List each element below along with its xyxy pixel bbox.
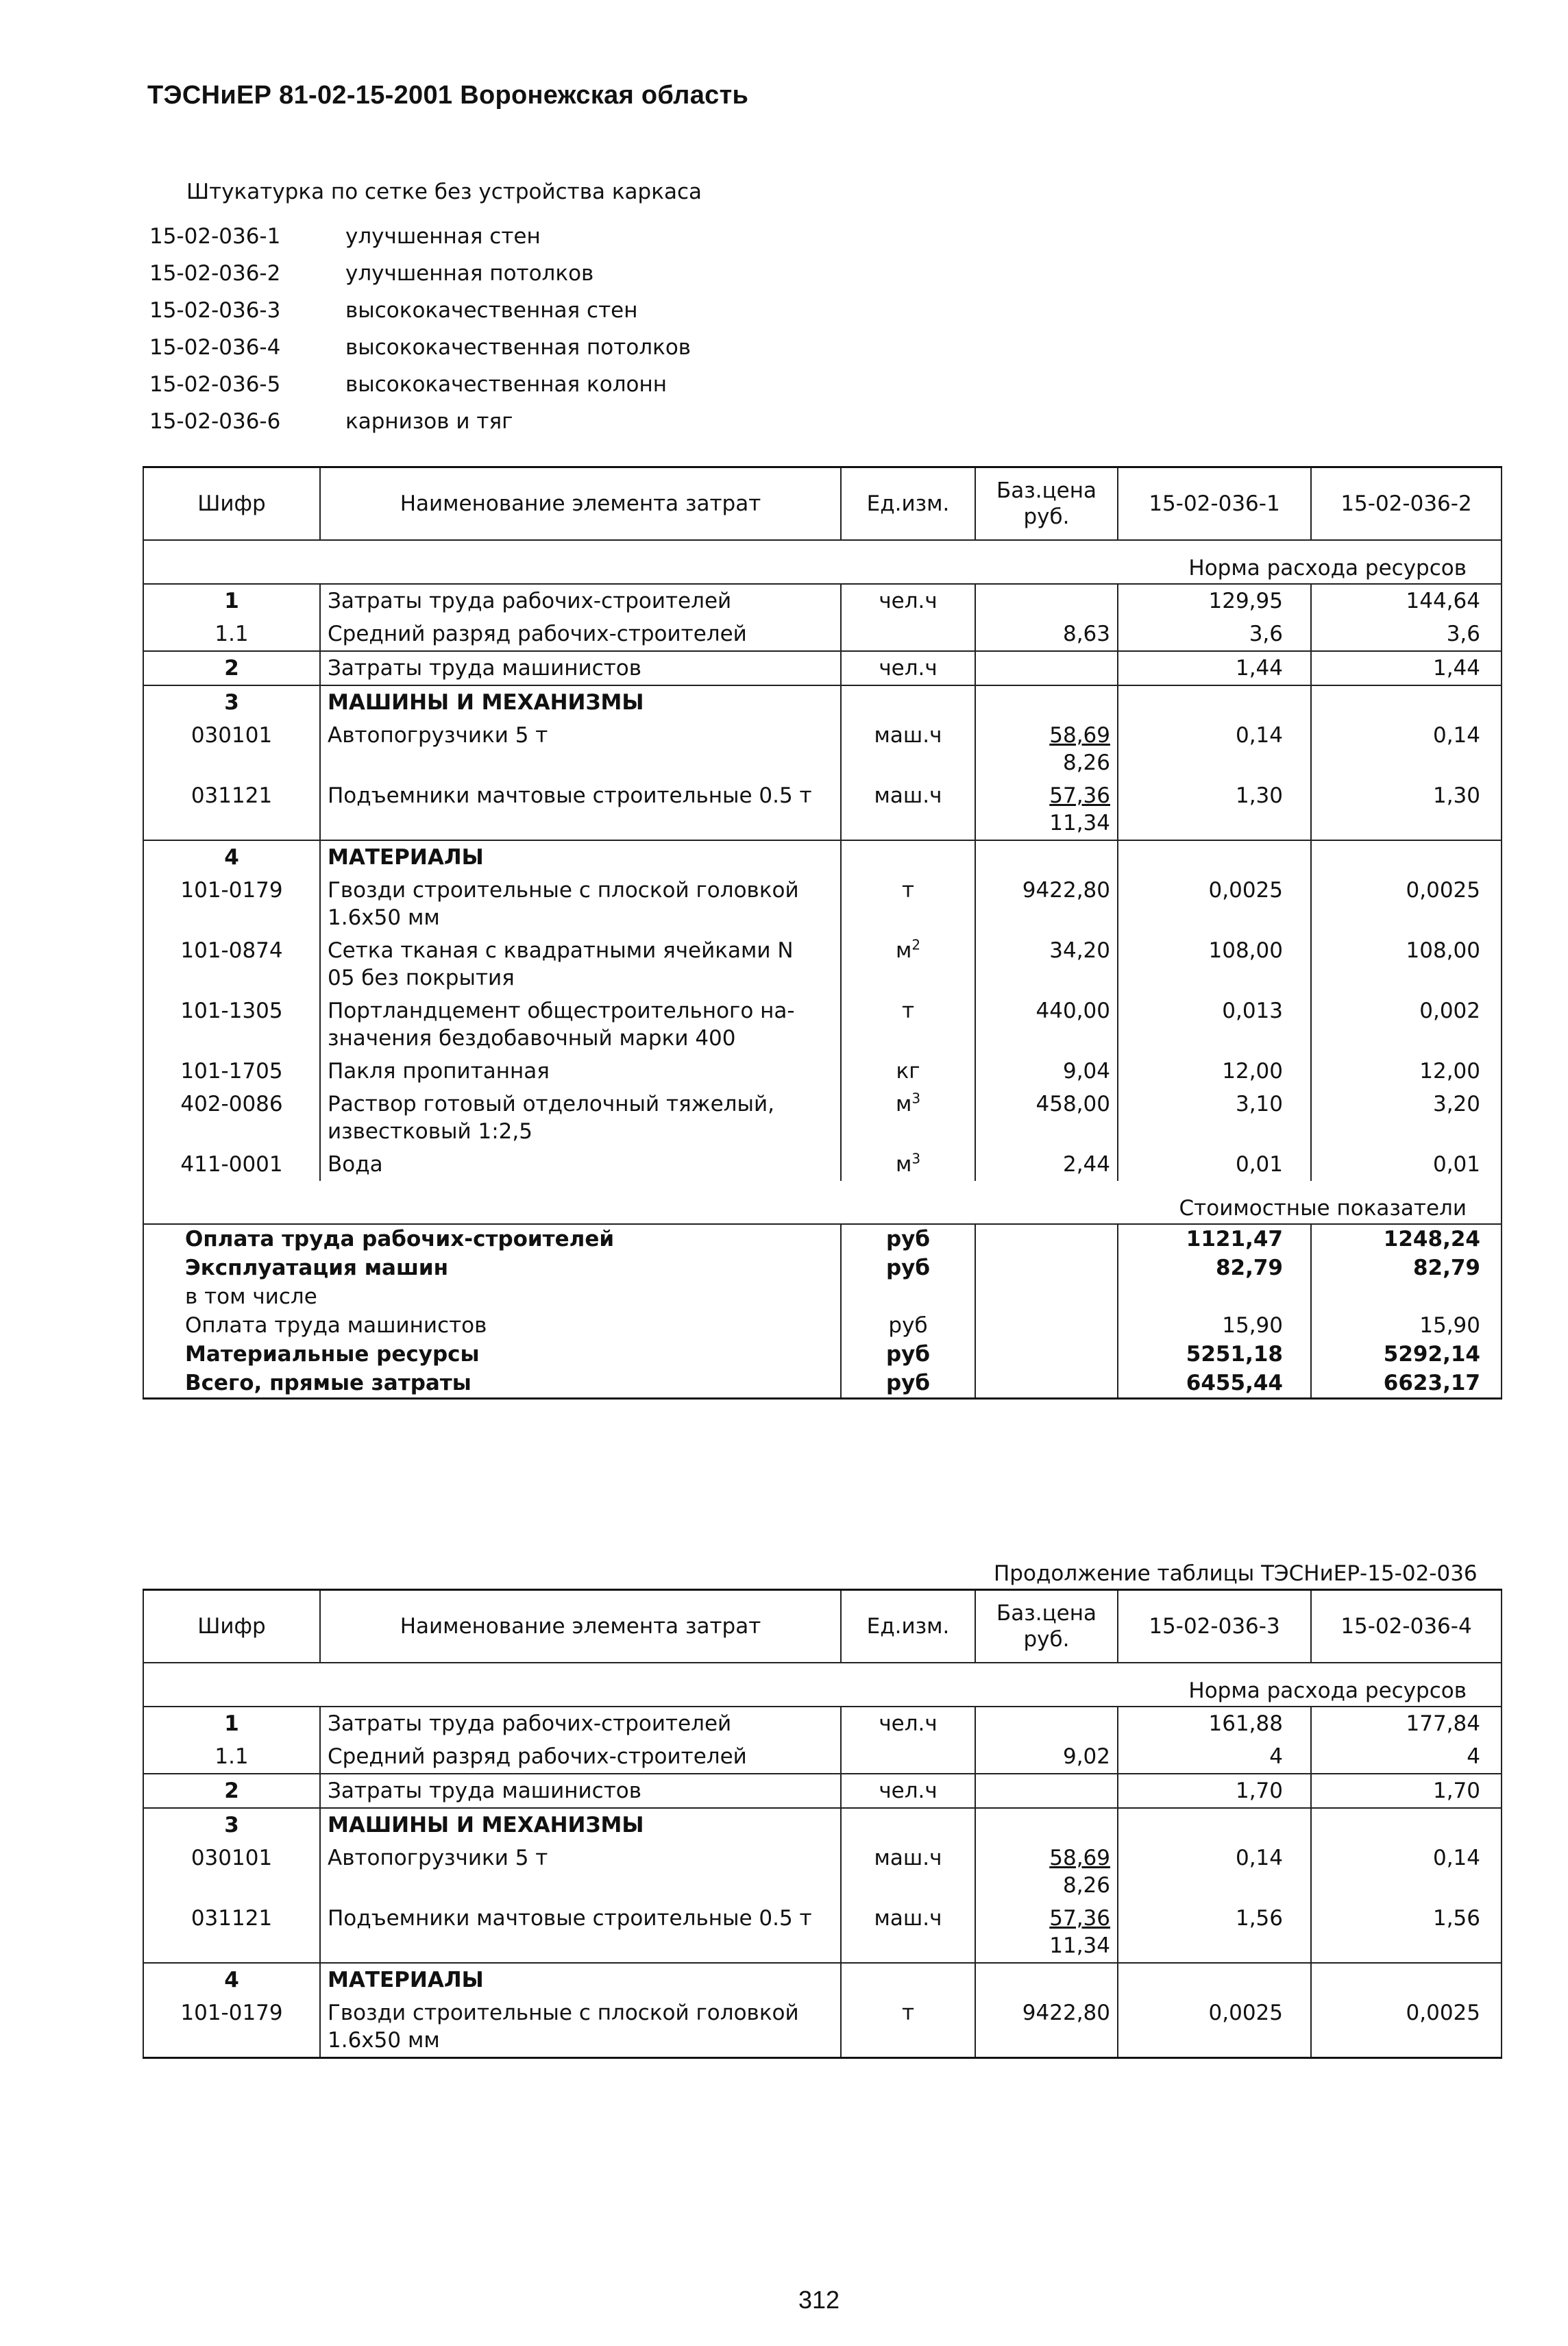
- cell-code: 101-0179: [143, 874, 320, 934]
- summary-value: 1248,24: [1311, 1224, 1502, 1254]
- list-name: высококачественная колонн: [345, 372, 667, 397]
- summary-unit: руб: [841, 1369, 975, 1399]
- norm-section-row: [143, 1663, 1502, 1707]
- table-row: [143, 1740, 1502, 1774]
- cell-name: Средний разряд рабочих-строителей: [320, 1740, 841, 1774]
- cell-code: 2: [143, 651, 320, 685]
- cell-name: Сетка тканая с квадратными ячейками N 05 без покрытия: [320, 934, 841, 994]
- summary-value: 15,90: [1118, 1311, 1311, 1340]
- cell-value: 0,14: [1118, 719, 1311, 779]
- cell-price: 9,04: [975, 1055, 1118, 1088]
- cell-name: Подъемники мачтовые строительные 0.5 т: [320, 779, 841, 840]
- cell-value: [1311, 1963, 1502, 1996]
- cell-price: 34,20: [975, 934, 1118, 994]
- summary-unit: руб: [841, 1224, 975, 1254]
- table-row: [143, 840, 1502, 874]
- cell-price: [975, 651, 1118, 685]
- table-row: [143, 1842, 1502, 1902]
- list-item: [149, 218, 691, 255]
- summary-value: 5292,14: [1311, 1340, 1502, 1369]
- table-header-row: [143, 1590, 1502, 1663]
- cell-unit: [841, 1963, 975, 1996]
- cell-unit: кг: [841, 1055, 975, 1088]
- cell-code: 031121: [143, 779, 320, 840]
- table-row: [143, 651, 1502, 685]
- summary-row: [143, 1254, 1502, 1282]
- cell-code: 4: [143, 1963, 320, 1996]
- summary-value: 15,90: [1311, 1311, 1502, 1340]
- table-row: [143, 1088, 1502, 1148]
- summary-unit: руб: [841, 1254, 975, 1282]
- col-variant-header: 15-02-036-2: [1311, 467, 1502, 541]
- cell-unit: $м^3$: [841, 1088, 975, 1148]
- table-row: [143, 1996, 1502, 2058]
- cell-code: 030101: [143, 719, 320, 779]
- cell-unit: маш.ч: [841, 779, 975, 840]
- cell-value: [1118, 685, 1311, 719]
- cell-value: 0,002: [1311, 994, 1502, 1055]
- summary-unit: [841, 1282, 975, 1311]
- cell-unit: маш.ч: [841, 1842, 975, 1902]
- list-item: [149, 403, 691, 440]
- cell-value: 0,0025: [1311, 874, 1502, 934]
- cell-unit: маш.ч: [841, 1902, 975, 1963]
- norm-label: Норма расхода ресурсов: [143, 1663, 1502, 1707]
- summary-value: 82,79: [1311, 1254, 1502, 1282]
- col-name-header: Наименование элемента затрат: [320, 1590, 841, 1663]
- cell-name: Гвозди строительные с плоской головкой 1.6х50 мм: [320, 1996, 841, 2058]
- cell-unit: [841, 1808, 975, 1842]
- summary-price: [975, 1340, 1118, 1369]
- cell-unit: [841, 1740, 975, 1774]
- summary-value: 6455,44: [1118, 1369, 1311, 1399]
- cell-code: 2: [143, 1774, 320, 1808]
- table-row: [143, 719, 1502, 779]
- table-row: [143, 1808, 1502, 1842]
- col-unit-header: Ед.изм.: [841, 467, 975, 541]
- list-name: улучшенная стен: [345, 224, 541, 249]
- cell-value: 0,14: [1311, 1842, 1502, 1902]
- cell-value: 12,00: [1118, 1055, 1311, 1088]
- summary-value: 1121,47: [1118, 1224, 1311, 1254]
- cell-name: Затраты труда рабочих-строителей: [320, 584, 841, 618]
- cell-unit: чел.ч: [841, 651, 975, 685]
- summary-value: 5251,18: [1118, 1340, 1311, 1369]
- col-variant-header: 15-02-036-4: [1311, 1590, 1502, 1663]
- cell-code: 3: [143, 685, 320, 719]
- table-row: [143, 685, 1502, 719]
- cell-unit: чел.ч: [841, 1774, 975, 1808]
- col-code-header: Шифр: [143, 467, 320, 541]
- list-name: высококачественная потолков: [345, 335, 691, 360]
- cell-unit: маш.ч: [841, 719, 975, 779]
- cell-value: [1118, 1963, 1311, 1996]
- cell-name: Затраты труда машинистов: [320, 651, 841, 685]
- cell-code: 101-0179: [143, 1996, 320, 2058]
- cell-value: 177,84: [1311, 1707, 1502, 1740]
- cell-code: 402-0086: [143, 1088, 320, 1148]
- summary-label: Эксплуатация машин: [143, 1254, 841, 1282]
- table-row: [143, 584, 1502, 618]
- cell-code: 1: [143, 584, 320, 618]
- cell-price: 57,36 11,34: [975, 1902, 1118, 1963]
- continuation-note: Продолжение таблицы ТЭСНиЕР-15-02-036: [994, 1561, 1478, 1586]
- cell-name: МАТЕРИАЛЫ: [320, 1963, 841, 1996]
- table-header-row: [143, 467, 1502, 541]
- cell-unit: чел.ч: [841, 1707, 975, 1740]
- col-price-header: Баз.цена руб.: [975, 467, 1118, 541]
- table-row: [143, 1774, 1502, 1808]
- cell-price: 9,02: [975, 1740, 1118, 1774]
- cell-name: Вода: [320, 1148, 841, 1181]
- cell-price: [975, 840, 1118, 874]
- list-item: [149, 255, 691, 292]
- summary-label: Оплата труда машинистов: [143, 1311, 841, 1340]
- cell-value: 161,88: [1118, 1707, 1311, 1740]
- table-row: [143, 618, 1502, 651]
- cell-value: 1,56: [1118, 1902, 1311, 1963]
- cell-price: 58,69 8,26: [975, 719, 1118, 779]
- cell-unit: [841, 840, 975, 874]
- cell-code: 411-0001: [143, 1148, 320, 1181]
- cell-unit: т: [841, 994, 975, 1055]
- cell-price: [975, 1808, 1118, 1842]
- table-row: [143, 934, 1502, 994]
- cell-value: 0,0025: [1118, 874, 1311, 934]
- cell-value: 129,95: [1118, 584, 1311, 618]
- resource-table-1: [143, 466, 1502, 1400]
- list-code: 15-02-036-2: [149, 261, 281, 286]
- table-row: [143, 1055, 1502, 1088]
- list-name: карнизов и тяг: [345, 409, 513, 434]
- summary-value: [1118, 1282, 1311, 1311]
- summary-label: Оплата труда рабочих-строителей: [143, 1224, 841, 1254]
- list-item: [149, 292, 691, 329]
- list-code: 15-02-036-4: [149, 335, 281, 360]
- cell-price: 58,69 8,26: [975, 1842, 1118, 1902]
- cell-price: 9422,80: [975, 874, 1118, 934]
- cell-value: 0,0025: [1311, 1996, 1502, 2058]
- cell-name: МАТЕРИАЛЫ: [320, 840, 841, 874]
- cell-name: Портландцемент общестроительного на- значения бездобавочный марки 400: [320, 994, 841, 1055]
- cell-value: 0,0025: [1118, 1996, 1311, 2058]
- cell-name: МАШИНЫ И МЕХАНИЗМЫ: [320, 685, 841, 719]
- cell-value: 108,00: [1311, 934, 1502, 994]
- cell-unit: $м^2$: [841, 934, 975, 994]
- summary-label: в том числе: [143, 1282, 841, 1311]
- summary-row: [143, 1311, 1502, 1340]
- summary-unit: руб: [841, 1311, 975, 1340]
- cell-name: Гвозди строительные с плоской головкой 1.6х50 мм: [320, 874, 841, 934]
- list-item: [149, 366, 691, 403]
- summary-label: Материальные ресурсы: [143, 1340, 841, 1369]
- cell-price: 458,00: [975, 1088, 1118, 1148]
- cell-value: 0,01: [1118, 1148, 1311, 1181]
- list-name: улучшенная потолков: [345, 261, 594, 286]
- summary-price: [975, 1254, 1118, 1282]
- cell-value: 3,10: [1118, 1088, 1311, 1148]
- summary-value: 82,79: [1118, 1254, 1311, 1282]
- cell-price: 2,44: [975, 1148, 1118, 1181]
- summary-row: [143, 1224, 1502, 1254]
- cell-unit: т: [841, 1996, 975, 2058]
- table-row: [143, 1963, 1502, 1996]
- cell-value: 0,14: [1118, 1842, 1311, 1902]
- cell-price: [975, 584, 1118, 618]
- cost-section-row: [143, 1181, 1502, 1224]
- col-unit-header: Ед.изм.: [841, 1590, 975, 1663]
- cell-code: 101-1705: [143, 1055, 320, 1088]
- cell-value: [1311, 685, 1502, 719]
- cell-price: [975, 685, 1118, 719]
- col-price-header: Баз.цена руб.: [975, 1590, 1118, 1663]
- col-variant-header: 15-02-036-3: [1118, 1590, 1311, 1663]
- cost-label: Стоимостные показатели: [143, 1181, 1502, 1224]
- cell-value: 1,30: [1118, 779, 1311, 840]
- cell-code: 1.1: [143, 618, 320, 651]
- cell-price: [975, 1963, 1118, 1996]
- cell-value: 1,56: [1311, 1902, 1502, 1963]
- cell-unit: т: [841, 874, 975, 934]
- section-title: Штукатурка по сетке без устройства каркаса: [186, 180, 702, 204]
- summary-label: Всего, прямые затраты: [143, 1369, 841, 1399]
- cell-price: 8,63: [975, 618, 1118, 651]
- cell-name: Средний разряд рабочих-строителей: [320, 618, 841, 651]
- cell-value: 4: [1311, 1740, 1502, 1774]
- table-row: [143, 1902, 1502, 1963]
- cell-value: 3,6: [1311, 618, 1502, 651]
- cell-unit: [841, 618, 975, 651]
- list-item: [149, 329, 691, 366]
- cell-code: 3: [143, 1808, 320, 1842]
- cell-value: 12,00: [1311, 1055, 1502, 1088]
- list-code: 15-02-036-5: [149, 372, 281, 397]
- cell-price: [975, 1774, 1118, 1808]
- cell-unit: чел.ч: [841, 584, 975, 618]
- table-row: [143, 1148, 1502, 1181]
- cell-name: Пакля пропитанная: [320, 1055, 841, 1088]
- cell-value: 0,01: [1311, 1148, 1502, 1181]
- col-name-header: Наименование элемента затрат: [320, 467, 841, 541]
- norm-label: Норма расхода ресурсов: [143, 540, 1502, 584]
- cell-unit: $м^3$: [841, 1148, 975, 1181]
- summary-price: [975, 1369, 1118, 1399]
- cell-name: МАШИНЫ И МЕХАНИЗМЫ: [320, 1808, 841, 1842]
- cell-name: Затраты труда рабочих-строителей: [320, 1707, 841, 1740]
- cell-value: 1,30: [1311, 779, 1502, 840]
- cell-unit: [841, 685, 975, 719]
- cell-code: 1: [143, 1707, 320, 1740]
- cell-price: 57,36 11,34: [975, 779, 1118, 840]
- cell-value: 3,6: [1118, 618, 1311, 651]
- summary-row: [143, 1282, 1502, 1311]
- cell-value: 0,14: [1311, 719, 1502, 779]
- cell-value: 108,00: [1118, 934, 1311, 994]
- cell-value: [1311, 1808, 1502, 1842]
- cell-name: Раствор готовый отделочный тяжелый, известковый 1:2,5: [320, 1088, 841, 1148]
- table-row: [143, 1707, 1502, 1740]
- code-list: [149, 218, 691, 440]
- page-header: ТЭСНиЕР 81-02-15-2001 Воронежская область: [147, 81, 749, 110]
- table-row: [143, 779, 1502, 840]
- cell-value: 3,20: [1311, 1088, 1502, 1148]
- cell-name: Затраты труда машинистов: [320, 1774, 841, 1808]
- cell-value: 4: [1118, 1740, 1311, 1774]
- table-row: [143, 874, 1502, 934]
- cell-code: 031121: [143, 1902, 320, 1963]
- cell-name: Автопогрузчики 5 т: [320, 719, 841, 779]
- cell-value: [1118, 840, 1311, 874]
- col-variant-header: 15-02-036-1: [1118, 467, 1311, 541]
- list-code: 15-02-036-6: [149, 409, 281, 434]
- cell-value: 0,013: [1118, 994, 1311, 1055]
- cell-value: [1311, 840, 1502, 874]
- summary-unit: руб: [841, 1340, 975, 1369]
- cell-value: 144,64: [1311, 584, 1502, 618]
- cell-value: 1,44: [1118, 651, 1311, 685]
- cell-code: 101-1305: [143, 994, 320, 1055]
- cell-price: 440,00: [975, 994, 1118, 1055]
- norm-section-row: [143, 540, 1502, 584]
- list-code: 15-02-036-3: [149, 298, 281, 323]
- summary-value: [1311, 1282, 1502, 1311]
- list-name: высококачественная стен: [345, 298, 638, 323]
- cell-value: [1118, 1808, 1311, 1842]
- summary-row: [143, 1369, 1502, 1399]
- cell-value: 1,44: [1311, 651, 1502, 685]
- resource-table-2: [143, 1589, 1502, 2059]
- cell-name: Подъемники мачтовые строительные 0.5 т: [320, 1902, 841, 1963]
- cell-value: 1,70: [1118, 1774, 1311, 1808]
- cell-code: 101-0874: [143, 934, 320, 994]
- cell-code: 1.1: [143, 1740, 320, 1774]
- summary-row: [143, 1340, 1502, 1369]
- table-row: [143, 994, 1502, 1055]
- cell-code: 030101: [143, 1842, 320, 1902]
- page-number: 312: [798, 2286, 840, 2314]
- cell-price: 9422,80: [975, 1996, 1118, 2058]
- summary-price: [975, 1224, 1118, 1254]
- summary-value: 6623,17: [1311, 1369, 1502, 1399]
- summary-price: [975, 1282, 1118, 1311]
- cell-name: Автопогрузчики 5 т: [320, 1842, 841, 1902]
- col-code-header: Шифр: [143, 1590, 320, 1663]
- cell-price: [975, 1707, 1118, 1740]
- list-code: 15-02-036-1: [149, 224, 281, 249]
- cell-code: 4: [143, 840, 320, 874]
- cell-value: 1,70: [1311, 1774, 1502, 1808]
- summary-price: [975, 1311, 1118, 1340]
